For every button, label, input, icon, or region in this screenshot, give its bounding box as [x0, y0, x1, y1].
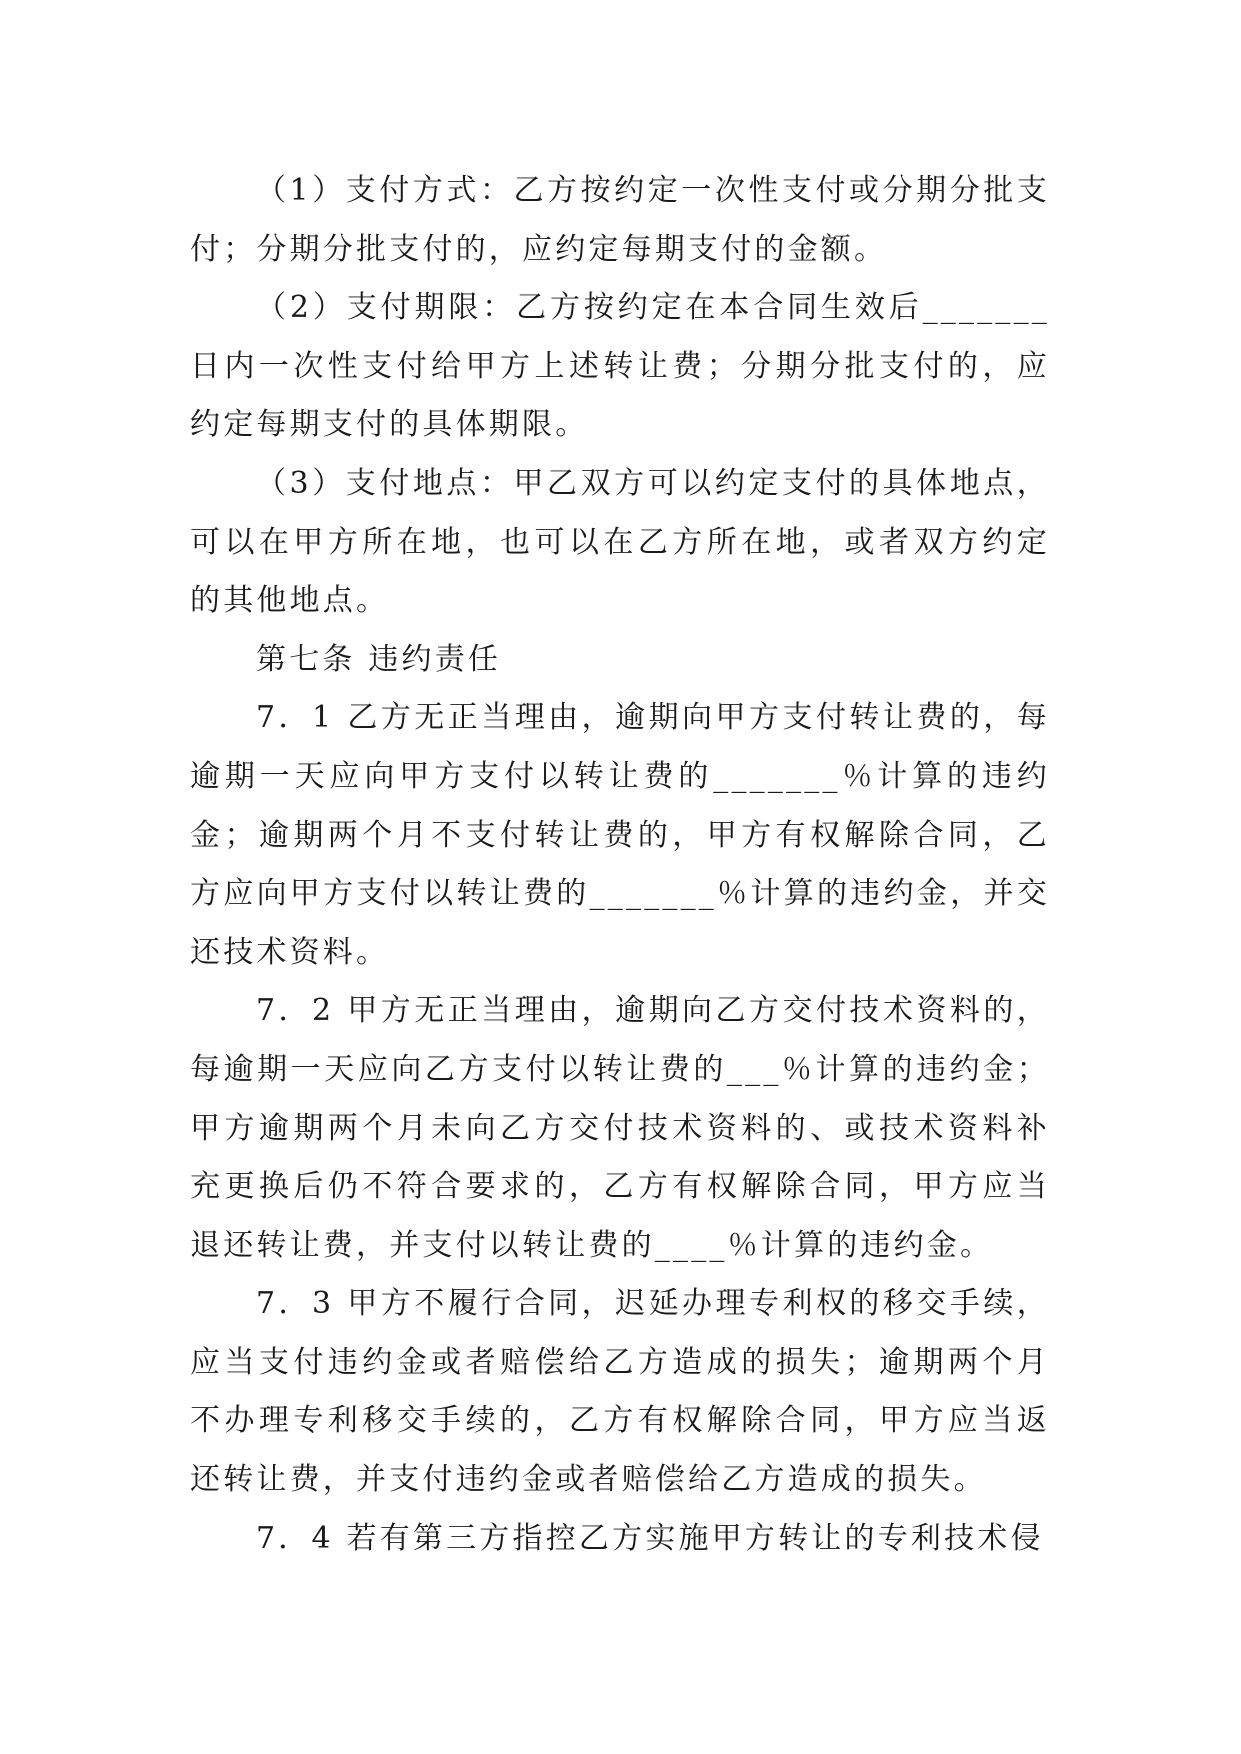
article-heading: 第七条 违约责任 — [256, 641, 502, 677]
paragraph-payment-method: （1）支付方式：乙方按约定一次性支付或分期分批支付；分期分批支付的，应约定每期支付的金额。 — [190, 173, 1050, 267]
clause-7-3: 7．3 甲方不履行合同，迟延办理专利权的移交手续，应当支付违约金或者赔偿给乙方造成的损失；逾期两个月不办理专利移交手续的，乙方有权解除合同，甲方应当返还转让费，并支付违约金或者赔偿给乙方造成的损失。 — [190, 1286, 1050, 1498]
clause-7-1: 7．1 乙方无正当理由，逾期向甲方支付转让费的，每逾期一天应向甲方支付以转让费的_______％计算的违约金；逾期两个月不支付转让费的，甲方有权解除合同，乙方应向甲方支付以转让费的_______％计算的违约金，并交还技术资料。 — [190, 700, 1050, 970]
clause-7-4: 7．4 若有第三方指控乙方实施甲方转让的专利技术侵 — [256, 1520, 1044, 1556]
clause-7-2: 7．2 甲方无正当理由，逾期向乙方交付技术资料的，每逾期一天应向乙方支付以转让费的___％计算的违约金；甲方逾期两个月未向乙方交付技术资料的、或技术资料补充更换后仍不符合要求的，乙方有权解除合同，甲方应当退还转让费，并支付以转让费的____％计算的违约金。 — [190, 993, 1050, 1263]
paragraph-payment-place: （3）支付地点：甲乙双方可以约定支付的具体地点，可以在甲方所在地，也可以在乙方所在地，或者双方约定的其他地点。 — [190, 465, 1050, 619]
paragraph-payment-term: （2）支付期限：乙方按约定在本合同生效后_______日内一次性支付给甲方上述转让费；分期分批支付的，应约定每期支付的具体期限。 — [190, 290, 1050, 443]
document-body — [190, 162, 1050, 1568]
